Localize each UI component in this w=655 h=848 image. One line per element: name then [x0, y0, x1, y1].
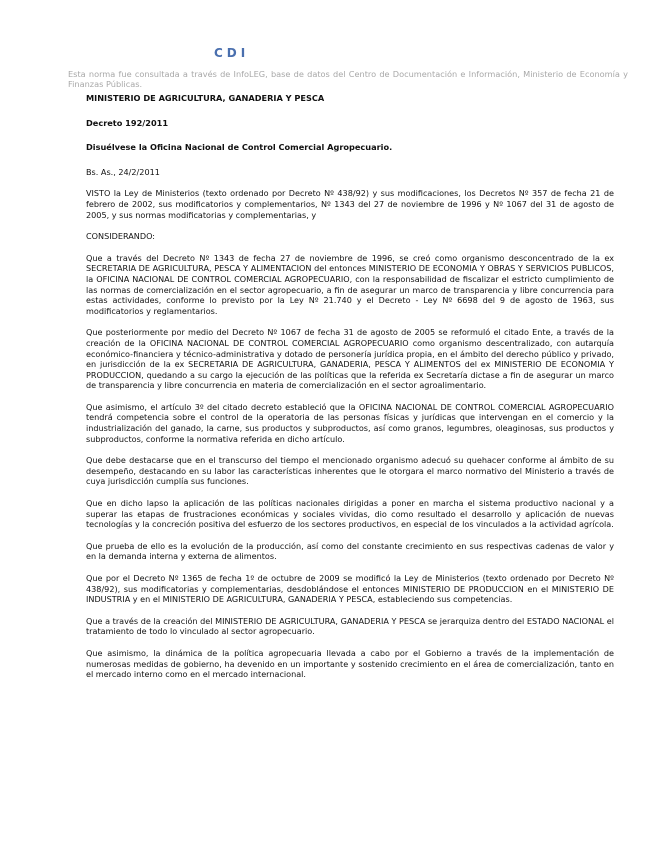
document-body: [86, 93, 614, 691]
paragraph: Que posteriormente por medio del Decreto Nº 1067 de fecha 31 de agosto de 2005 se reformuló el citado Ente, a través de la creación de la OFICINA NACIONAL DE CONTROL COMERCIAL AGROPECUARIO como organismo descentralizado, con autarquía económico-financiera y técnico-administrativa y dotado de personería jurídica propia, en el ámbito del derecho público y privado, en jurisdicción de la ex SECRETARIA DE AGRICULTURA, GANADERIA, PESCA Y ALIMENTOS del ex MINISTERIO DE ECONOMIA Y PRODUCCION, quedando a su cargo la ejecución de las políticas que la referida ex Secretaría dictase a fin de asegurar un marco de transparencia y libre concurrencia en materia de comercialización en el sector agroalimentario.: [86, 327, 614, 391]
paragraph: Que por el Decreto Nº 1365 de fecha 1º de octubre de 2009 se modificó la Ley de Ministerios (texto ordenado por Decreto Nº 438/92), sus modificatorias y complementarias, desdoblándose el entonces MINISTERIO DE PRODUCCION en el MINISTERIO DE INDUSTRIA y en el MINISTERIO DE AGRICULTURA, GANADERIA Y PESCA, estableciendo sus competencias.: [86, 573, 614, 605]
cdi-logo: CDI: [214, 46, 250, 60]
ministry-heading: MINISTERIO DE AGRICULTURA, GANADERIA Y PESCA: [86, 93, 325, 103]
decree-number: Decreto 192/2011: [86, 117, 169, 128]
visto-paragraph: VISTO la Ley de Ministerios (texto ordenado por Decreto Nº 438/92) y sus modificaciones, los Decretos Nº 357 de fecha 21 de febrero de 2002, sus modificatorios y complementarios, Nº 1343 del 27 de noviembre de 1996 y Nº 1067 del 31 de agosto de 2005, y sus normas modificatorias y complementarias, y: [86, 188, 614, 220]
paragraph: Que prueba de ello es la evolución de la producción, así como del constante crecimiento en sus respectivas cadenas de valor y en la demanda interna y externa de alimentos.: [86, 540, 614, 562]
considerando-heading: CONSIDERANDO:: [86, 231, 156, 242]
decree-date: Bs. As., 24/2/2011: [86, 166, 160, 177]
decree-summary: Disuélvese la Oficina Nacional de Control Comercial Agropecuario.: [86, 142, 393, 153]
paragraph: Que debe destacarse que en el transcurso del tiempo el mencionado organismo adecuó su quehacer conforme al ámbito de su desempeño, destacando en su labor las características inherentes que le otorgara el marco normativo del Ministerio a través de cuya jurisdicción cumplía sus funciones.: [86, 455, 614, 487]
paragraph: Que a través de la creación del MINISTERIO DE AGRICULTURA, GANADERIA Y PESCA se jerarquiza dentro del ESTADO NACIONAL el tratamiento de todo lo vinculado al sector agropecuario.: [86, 615, 614, 637]
infoleg-notice: Esta norma fue consultada a través de InfoLEG, base de datos del Centro de Documentación e Información, Ministerio de Economía y Finanzas Públicas.: [68, 69, 628, 89]
paragraph: Que asimismo, la dinámica de la política agropecuaria llevada a cabo por el Gobierno a través de la implementación de numerosas medidas de gobierno, ha devenido en un importante y sostenido crecimiento en el área de comercialización, tanto en el mercado interno como en el mercado internacional.: [86, 647, 614, 680]
paragraph: Que a través del Decreto Nº 1343 de fecha 27 de noviembre de 1996, se creó como organismo desconcentrado de la ex SECRETARIA DE AGRICULTURA, PESCA Y ALIMENTACION del entonces MINISTERIO DE ECONOMIA Y OBRAS Y SERVICIOS PUBLICOS, la OFICINA NACIONAL DE CONTROL COMERCIAL AGROPECUARIO, con la responsabilidad de fiscalizar el estricto cumplimiento de las normas de comercialización en el sector agropecuario, a fin de asegurar un marco de transparencia y libre concurrencia para estas actividades, conforme lo previsto por la Ley Nº 21.740 y el Decreto - Ley Nº 6698 del 9 de agosto de 1963, sus modificatorios y reglamentarios.: [86, 252, 614, 316]
paragraph: Que asimismo, el artículo 3º del citado decreto estableció que la OFICINA NACIONAL DE CONTROL COMERCIAL AGROPECUARIO tendrá competencia sobre el control de la operatoria de las personas físicas y jurídicas que intervengan en el comercio y la industrialización del ganado, la carne, sus productos y subproductos, así como granos, legumbres, oleaginosas, sus productos y subproductos, conforme la normativa referida en dicho artículo.: [86, 401, 614, 444]
paragraph: Que en dicho lapso la aplicación de las políticas nacionales dirigidas a poner en marcha el sistema productivo nacional y a superar las etapas de frustraciones económicas y sociales vividas, dio como resultado el desarrollo y aplicación de nuevas tecnologías y la concreción positiva del esfuerzo de los sectores productivos, en especial de los vinculados a la actividad agrícola.: [86, 498, 614, 530]
